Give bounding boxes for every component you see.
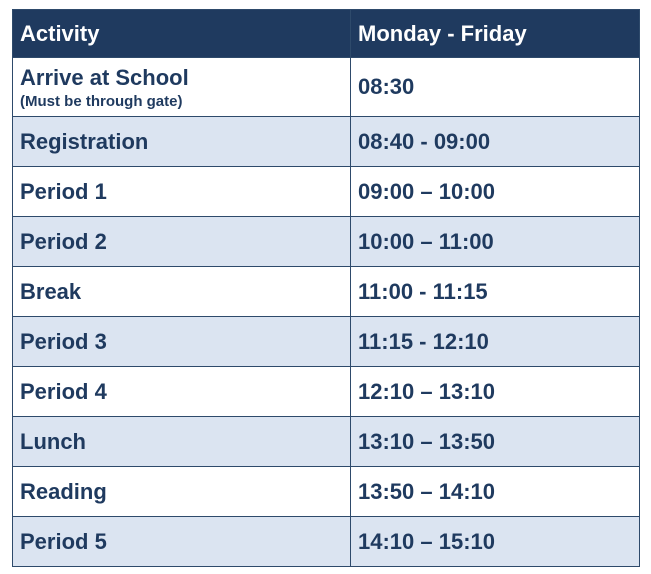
table-row xyxy=(13,117,640,167)
school-day-timetable xyxy=(12,9,640,567)
activity-cell: Registration xyxy=(13,117,351,167)
activity-cell: Period 2 xyxy=(13,217,351,267)
activity-cell: Period 4 xyxy=(13,367,351,417)
time-cell: 14:10 – 15:10 xyxy=(351,517,640,567)
activity-cell: Period 1 xyxy=(13,167,351,217)
table-row xyxy=(13,217,640,267)
table-row xyxy=(13,417,640,467)
header-monday-friday: Monday - Friday xyxy=(351,10,640,58)
time-cell: 12:10 – 13:10 xyxy=(351,367,640,417)
time-cell: 08:40 - 09:00 xyxy=(351,117,640,167)
table-header xyxy=(13,10,640,58)
time-cell: 10:00 – 11:00 xyxy=(351,217,640,267)
activity-cell xyxy=(13,58,351,117)
table-row xyxy=(13,167,640,217)
header-activity: Activity xyxy=(13,10,351,58)
time-cell: 09:00 – 10:00 xyxy=(351,167,640,217)
time-cell: 11:15 - 12:10 xyxy=(351,317,640,367)
activity-cell: Period 5 xyxy=(13,517,351,567)
time-cell: 13:50 – 14:10 xyxy=(351,467,640,517)
table-row xyxy=(13,467,640,517)
table-row xyxy=(13,367,640,417)
table-body xyxy=(13,58,640,567)
activity-cell: Period 3 xyxy=(13,317,351,367)
activity-name: Arrive at School xyxy=(20,64,189,90)
table-row xyxy=(13,58,640,117)
table-row xyxy=(13,517,640,567)
activity-note: (Must be through gate) xyxy=(20,92,183,110)
time-cell: 13:10 – 13:50 xyxy=(351,417,640,467)
time-cell: 11:00 - 11:15 xyxy=(351,267,640,317)
activity-cell: Break xyxy=(13,267,351,317)
table-row xyxy=(13,317,640,367)
table-row xyxy=(13,267,640,317)
activity-cell: Lunch xyxy=(13,417,351,467)
header-row xyxy=(13,10,640,58)
activity-cell: Reading xyxy=(13,467,351,517)
time-cell: 08:30 xyxy=(351,58,640,117)
